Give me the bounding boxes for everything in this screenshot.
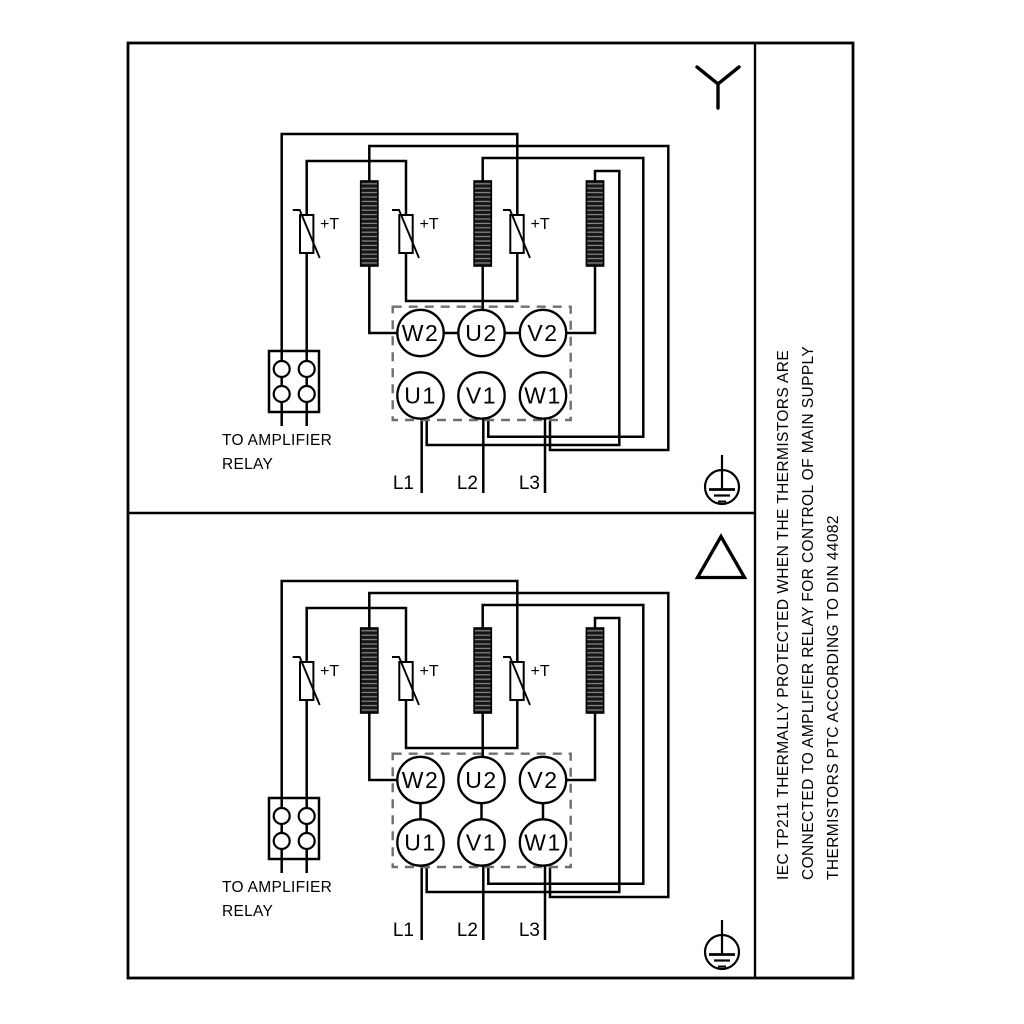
relay-contact [299,361,315,377]
side-note [775,346,842,880]
thermistor-label: +T [419,216,439,233]
relay-contact [299,386,315,402]
amplifier-note-line1: TO AMPLIFIER [222,432,333,449]
amplifier-relay-connector [269,351,319,412]
winding-coil [361,181,378,266]
relay-contact [274,361,290,377]
thermistor-icon [392,210,419,258]
side-note-line2: CONNECTED TO AMPLIFIER RELAY FOR CONTROL OF MAIN SUPPLY [800,345,817,880]
motor-terminal-circuit [222,134,668,494]
terminal-label: U1 [404,382,437,409]
terminal-label: V2 [527,320,559,346]
relay-contact [274,386,290,402]
supply-line-label-l1: L1 [392,473,414,494]
thermistor-icon [293,210,320,258]
thermistor-label: +T [530,216,550,233]
delta-panel-circuit [222,581,668,941]
thermistor-icon [503,210,530,258]
delta-panel-extras [421,537,745,970]
terminal-block [393,307,571,420]
delta-symbol-icon [698,537,745,578]
winding-coil [586,181,603,266]
winding-coil [474,181,491,266]
amplifier-note-line2: RELAY [222,456,274,473]
earth-ground-icon [705,920,739,969]
ptc-thermistors [293,210,550,258]
supply-line-label-l3: L3 [518,473,540,494]
terminal-label: U2 [465,320,498,346]
terminal-label: W2 [401,320,440,346]
earth-ground-icon [705,455,739,504]
motor-winding-coils [361,181,604,266]
side-note-line1: IEC TP211 THERMALLY PROTECTED WHEN THE THERMISTORS ARE [775,349,792,880]
terminal-label: W1 [524,382,562,409]
star-panel-extras [444,67,739,504]
star-symbol-icon [697,67,739,108]
supply-line-label-l2: L2 [456,473,478,494]
thermistor-label: +T [320,216,340,233]
side-note-line3: THERMISTORS PTC ACCORDING TO DIN 44082 [825,515,842,880]
terminal-label: V1 [465,382,498,409]
